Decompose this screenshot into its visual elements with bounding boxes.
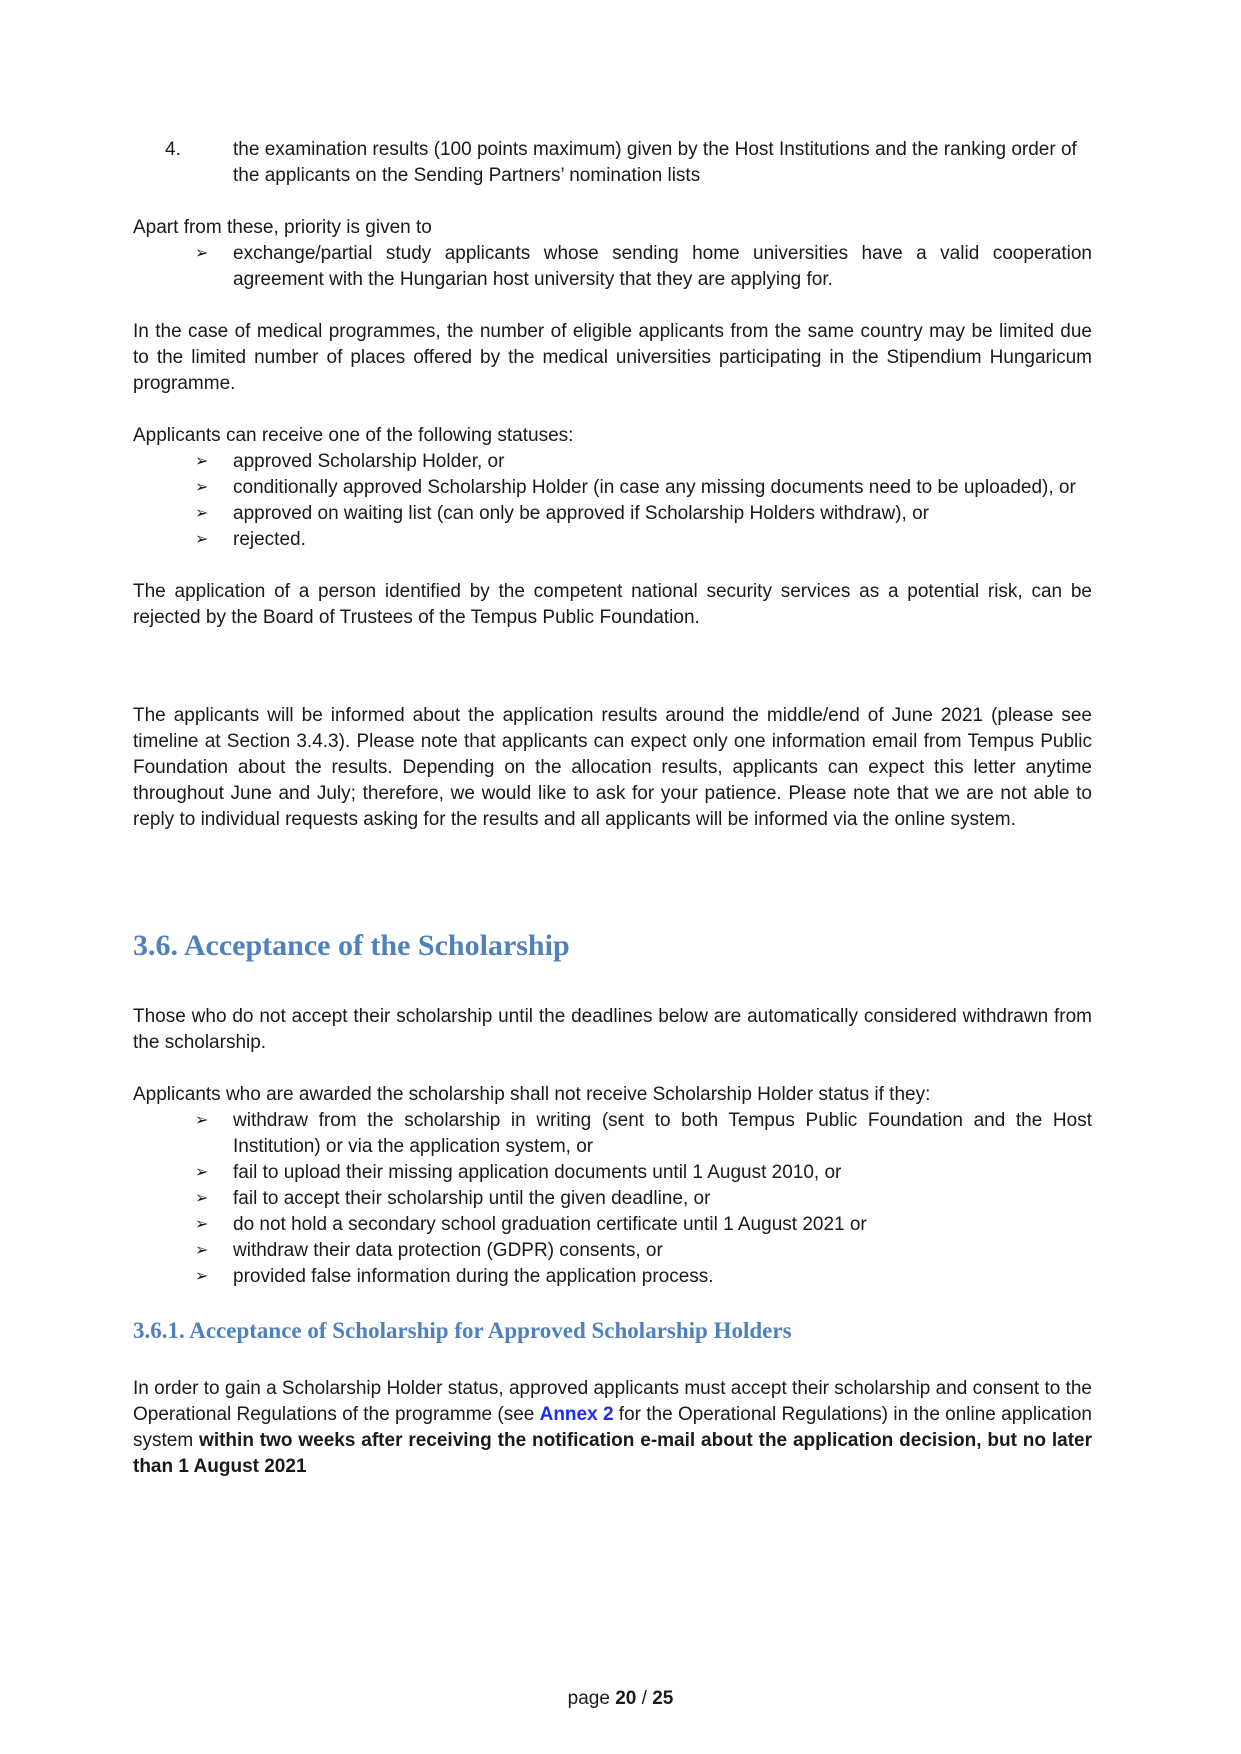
statuses-bullet-list (133, 449, 1092, 553)
arrow-bullet-icon: ➢ (195, 453, 209, 470)
arrow-bullet-icon: ➢ (195, 245, 209, 262)
arrow-bullet-icon: ➢ (195, 531, 209, 548)
list-item (133, 241, 1092, 293)
page-footer (0, 1686, 1241, 1712)
security-paragraph: The application of a person identified by the competent national security services as a potential risk, can be rejected by the Board of Trustees of the Tempus Public Foundation. (133, 581, 1092, 628)
section-3-6-1-paragraph (133, 1376, 1092, 1480)
list-item (133, 1186, 1092, 1212)
bullet-text: approved on waiting list (can only be approved if Scholarship Holders withdraw), or (233, 503, 929, 524)
arrow-bullet-icon: ➢ (195, 505, 209, 522)
bullet-text: provided false information during the application process. (233, 1266, 714, 1287)
numbered-item-4 (133, 137, 1092, 189)
priority-intro: Apart from these, priority is given to (133, 217, 432, 238)
bullet-text: exchange/partial study applicants whose sending home universities have a valid cooperation agreement with the Hungarian host university that they are applying for. (233, 243, 1092, 290)
section-3-6-heading: 3.6. Acceptance of the Scholarship (133, 929, 570, 962)
spacer (133, 189, 1092, 215)
list-item (133, 527, 1092, 553)
bullet-text: fail to upload their missing application documents until 1 August 2010, or (233, 1162, 842, 1183)
page-content (133, 137, 1092, 1506)
list-item (133, 475, 1092, 501)
current-page-number: 20 (615, 1688, 637, 1709)
arrow-bullet-icon: ➢ (195, 1268, 209, 1285)
priority-bullet-list (133, 241, 1092, 293)
arrow-bullet-icon: ➢ (195, 1190, 209, 1207)
deadline-bold-run: within two weeks after receiving the notification e-mail about the application decision, but no later than 1 August 2021 (133, 1430, 1092, 1477)
bullet-text: conditionally approved Scholarship Holder (in case any missing documents need to be uploaded), or (233, 477, 1076, 498)
statuses-intro: Applicants can receive one of the following statuses: (133, 425, 574, 446)
bullet-text: withdraw their data protection (GDPR) consents, or (233, 1240, 663, 1261)
list-item (133, 501, 1092, 527)
arrow-bullet-icon: ➢ (195, 1242, 209, 1259)
paragraph-run: for the Operational Regulations) in the online application system (133, 1404, 1093, 1451)
bullet-text: do not hold a secondary school graduation certificate until 1 August 2021 or (233, 1214, 867, 1235)
bullet-text: fail to accept their scholarship until the given deadline, or (233, 1188, 711, 1209)
footer-label: page (567, 1688, 616, 1709)
list-item (133, 1238, 1092, 1264)
footer-separator: / (636, 1688, 653, 1709)
list-item (133, 1108, 1092, 1160)
section-3-6-intro-2: Applicants who are awarded the scholarship shall not receive Scholarship Holder status if they: (133, 1084, 931, 1105)
results-paragraph: The applicants will be informed about the application results around the middle/end of June 2021 (please see timeline at Section 3.4.3). Please note that applicants can expect only one information email from Tempus Public Foundation about the results. Depending on the allocation results, applicants can expect this letter anytime throughout June and July; therefore, we would like to ask for your patience. Please note that we are not able to reply to individual requests asking for the results and all applicants will be informed via the online system. (133, 705, 1092, 830)
arrow-bullet-icon: ➢ (195, 1164, 209, 1181)
section-3-6-bullet-list (133, 1108, 1092, 1290)
bullet-text: withdraw from the scholarship in writing (sent to both Tempus Public Foundation and the Host Institution) or via the application system, or (233, 1110, 1092, 1157)
list-item (133, 1212, 1092, 1238)
bullet-text: rejected. (233, 529, 306, 550)
section-3-6-1-heading: 3.6.1. Acceptance of Scholarship for Approved Scholarship Holders (133, 1318, 792, 1343)
arrow-bullet-icon: ➢ (195, 1112, 209, 1129)
arrow-bullet-icon: ➢ (195, 1216, 209, 1233)
item-number: 4. (165, 139, 181, 160)
total-page-number: 25 (652, 1688, 674, 1709)
list-item (133, 1160, 1092, 1186)
arrow-bullet-icon: ➢ (195, 479, 209, 496)
item-text: the examination results (100 points maximum) given by the Host Institutions and the ranking order of the applicants on the Sending Partners’ nomination lists (233, 139, 1077, 186)
list-item (133, 449, 1092, 475)
section-3-6-paragraph-1: Those who do not accept their scholarship until the deadlines below are automatically considered withdrawn from the scholarship. (133, 1006, 1092, 1053)
bullet-text: approved Scholarship Holder, or (233, 451, 505, 472)
medical-paragraph: In the case of medical programmes, the number of eligible applicants from the same country may be limited due to the limited number of places offered by the medical universities participating in the Stipendium Hungaricum programme. (133, 321, 1092, 394)
annex-2-link[interactable]: Annex 2 (539, 1404, 614, 1425)
list-item (133, 1264, 1092, 1290)
paragraph-run: In order to gain a Scholarship Holder status, approved applicants must accept their scholarship and consent to the Operational Regulations of the programme (see (133, 1378, 1092, 1425)
